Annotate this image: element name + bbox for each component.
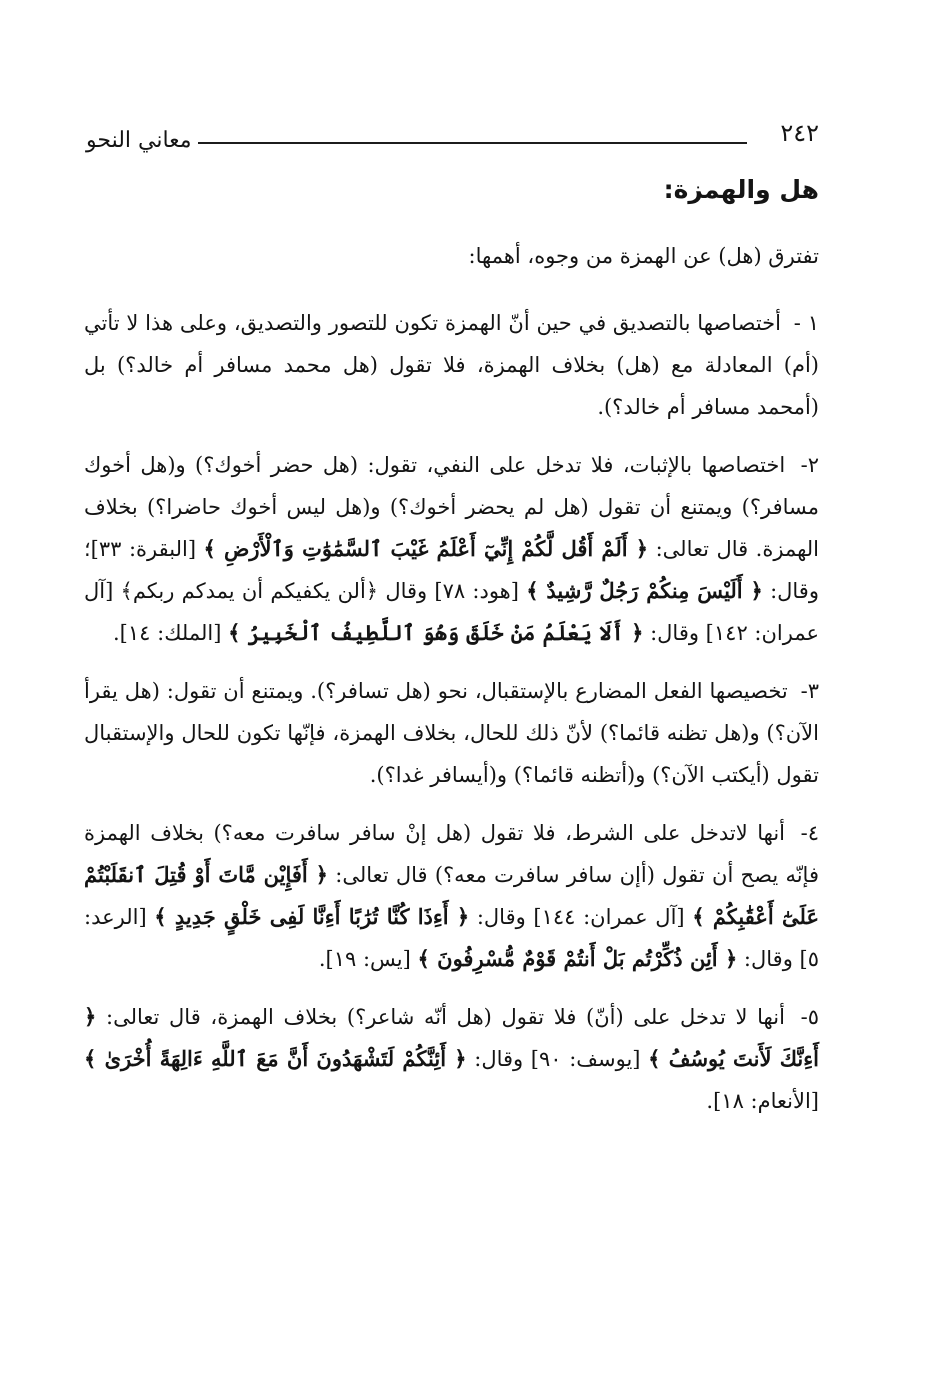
- paragraph-text: أنها لاتدخل على الشرط، فلا تقول (هل إنْ سافر سافرت معه؟) بخلاف الهمزة فإنّه يصح أن تقول (أإن سافر سافرت معه؟) قال تعالى:: [84, 821, 819, 887]
- header-rule: [198, 142, 747, 144]
- point-5: [84, 996, 819, 1122]
- paragraph-text: [الأنعام: ١٨].: [706, 1089, 819, 1113]
- paragraph-text: [يس: ١٩].: [318, 947, 418, 971]
- quran-verse: ﴿ أَئِنَّكُمْ لَتَشْهَدُونَ أَنَّ مَعَ ٱللَّهِ ءَالِهَةً أُخْرَىٰ ﴾: [84, 1046, 467, 1071]
- paragraph-text: [الرعد: ٥] وقال:: [84, 905, 819, 971]
- point-number: ٥-: [800, 1005, 819, 1029]
- point-number: ٤-: [800, 821, 819, 845]
- page-header: [86, 118, 819, 158]
- paragraph-text: [هود: ٧٨] وقال: [378, 579, 527, 603]
- point-2: [84, 444, 819, 654]
- page-number: ٢٤٢: [780, 119, 819, 147]
- paragraph-text: ﴿ألن يكفيكم أن يمدكم ربكم﴾: [120, 579, 379, 603]
- paragraph-text: [يوسف: ٩٠] وقال:: [466, 1047, 649, 1071]
- point-number: ٢-: [800, 453, 819, 477]
- paragraph-text: أنها لا تدخل على (أنّ) فلا تقول (هل أنّه شاعر؟) بخلاف الهمزة، قال تعالى:: [96, 1005, 785, 1029]
- paragraph-text: [آل عمران: ١٤٤] وقال:: [469, 905, 693, 929]
- running-title: معاني النحو: [86, 128, 192, 153]
- quran-verse: ﴿ أَئِن ذُكِّرْتُم بَلْ أَنتُمْ قَوْمٌ مُّسْرِفُونَ ﴾: [417, 946, 738, 971]
- quran-verse: ﴿ أَءِنَّكَ لَأَنتَ يُوسُفُ ﴾: [84, 1004, 819, 1071]
- paragraph-text: [آل عمران: ١٤٢] وقال:: [84, 579, 819, 645]
- paragraph-text: تخصيصها الفعل المضارع بالإستقبال، نحو (هل تسافر؟). ويمتنع أن تقول: (هل يقرأ الآن؟) و(هل تظنه قائما؟) لأنّ ذلك للحال، بخلاف الهمزة، فإنّها تكون للحال والإستقبال تقول (أيكتب الآن؟) و(أتظنه قائما؟) و(أيسافر غدا؟).: [84, 679, 819, 787]
- quran-verse: ﴿ أَفَإِيْن مَّاتَ أَوْ قُتِلَ ٱنقَلَبْتُمْ عَلَىٰٓ أَعْقَٰبِكُمْ ﴾: [84, 862, 819, 929]
- section-heading: هل والهمزة:: [663, 175, 819, 204]
- quran-verse: ﴿ أَلَيْسَ مِنكُمْ رَجُلٌ رَّشِيدٌ ﴾: [526, 578, 763, 603]
- quran-verse: ﴿ أَلَا يَعْلَمُ مَنْ خَلَقَ وَهُوَ ٱللَّطِيفُ ٱلْخَبِيرُ ﴾: [228, 620, 644, 645]
- point-number: ٣-: [800, 679, 819, 703]
- quran-verse: ﴿ أَلَمْ أَقُل لَّكُمْ إِنِّيٓ أَعْلَمُ غَيْبَ ٱلسَّمَٰوَٰتِ وَٱلْأَرْضِ ﴾: [203, 536, 649, 561]
- point-1: [84, 302, 819, 428]
- paragraph-text: اختصاصها بالإثبات، فلا تدخل على النفي، تقول: (هل حضر أخوك؟) و(هل أخوك مسافر؟) ويمتنع أن تقول (هل لم يحضر أخوك؟) و(هل ليس أخوك حاضرا؟) بخلاف الهمزة. قال تعالى:: [84, 453, 820, 561]
- point-4: [84, 812, 819, 980]
- point-3: [84, 670, 819, 796]
- paragraph-text: أختصاصها بالتصديق في حين أنّ الهمزة تكون للتصور والتصديق، وعلى هذا لا تأتي (أم) المعادلة مع (هل) بخلاف الهمزة، فلا تقول (هل محمد مسافر أم خالد؟) بل (أمحمد مسافر أم خالد؟).: [84, 311, 819, 419]
- paragraph-text: [الملك: ١٤].: [113, 621, 229, 645]
- section-intro: تفترق (هل) عن الهمزة من وجوه، أهمها:: [468, 244, 819, 268]
- point-number: ١ -: [793, 311, 819, 335]
- page-content: [84, 172, 819, 1138]
- quran-verse: ﴿ أَءِذَا كُنَّا تُرَٰبًا أَءِنَّا لَفِى خَلْقٍ جَدِيدٍ ﴾: [154, 904, 470, 929]
- paragraph-text: [البقرة: ٣٣]؛ وقال:: [84, 537, 819, 603]
